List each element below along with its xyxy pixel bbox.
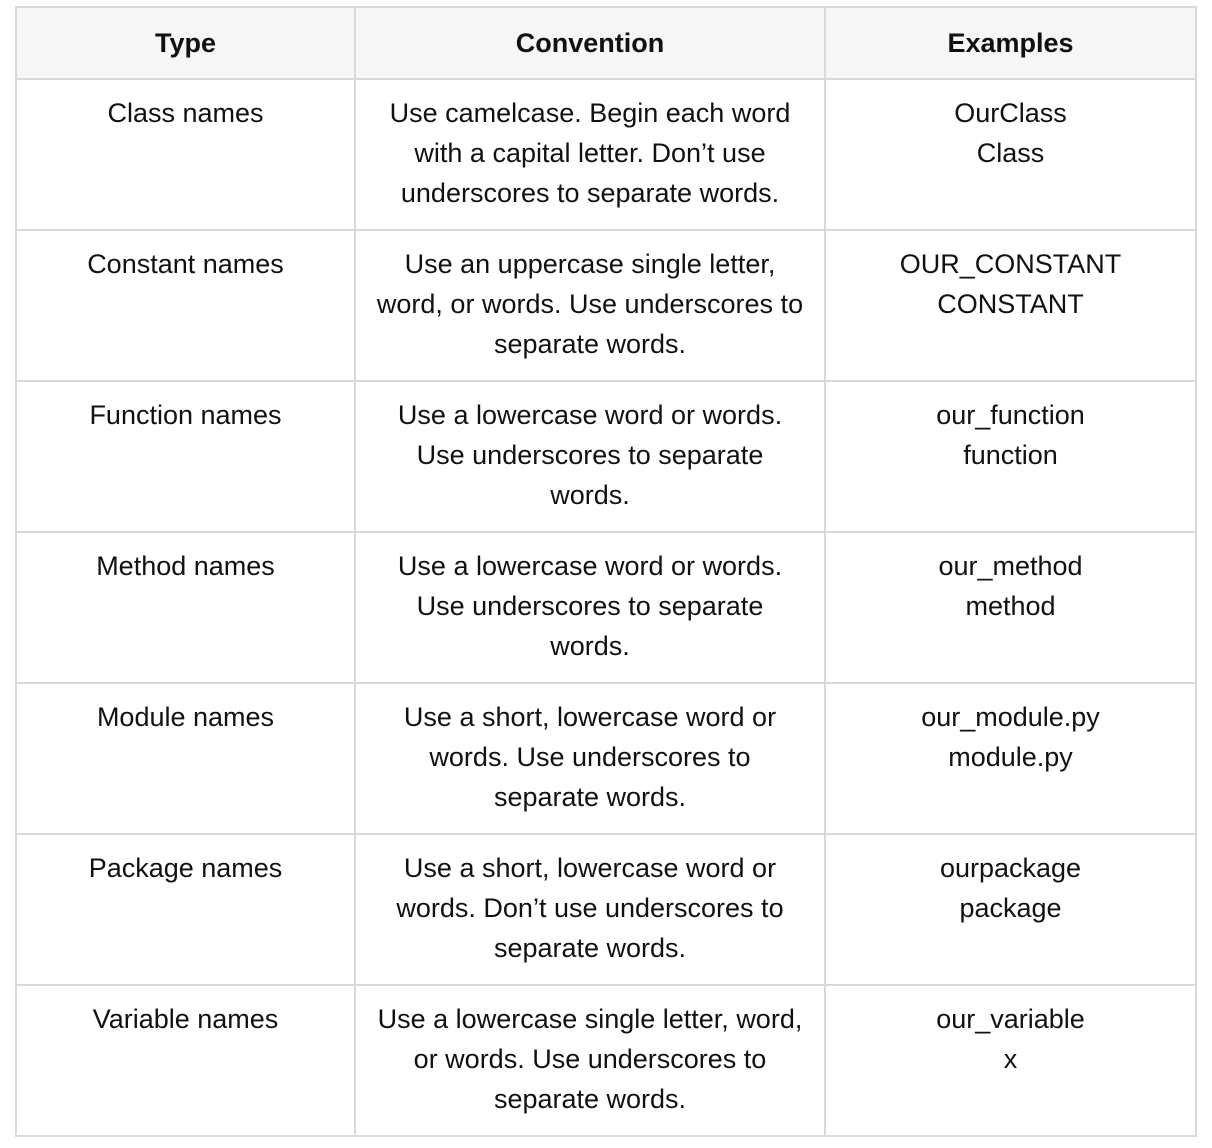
convention-cell: Use a short, lowercase word or words. Use underscores to separate words. — [355, 683, 825, 834]
table-row-constant-names — [16, 230, 1196, 381]
table-row-method-names — [16, 532, 1196, 683]
header-row — [16, 7, 1196, 79]
example-item: Class — [976, 138, 1045, 168]
convention-cell: Use a lowercase word or words. Use underscores to separate words. — [355, 532, 825, 683]
example-item: method — [965, 591, 1056, 621]
naming-conventions-table — [15, 6, 1197, 1137]
example-item: package — [959, 893, 1062, 923]
example-item: module.py — [948, 742, 1073, 772]
example-item: our_variable — [936, 1004, 1085, 1034]
type-cell: Function names — [16, 381, 355, 532]
table-row-class-names — [16, 79, 1196, 230]
examples-cell — [825, 79, 1196, 230]
example-item: our_function — [936, 400, 1085, 430]
examples-cell — [825, 230, 1196, 381]
table-row-variable-names — [16, 985, 1196, 1136]
convention-cell: Use a lowercase word or words. Use underscores to separate words. — [355, 381, 825, 532]
examples-cell — [825, 532, 1196, 683]
header-examples: Examples — [825, 7, 1196, 79]
type-cell: Variable names — [16, 985, 355, 1136]
example-item: our_method — [938, 551, 1083, 581]
type-cell: Class names — [16, 79, 355, 230]
table-row-package-names — [16, 834, 1196, 985]
type-cell: Method names — [16, 532, 355, 683]
example-item: OUR_CONSTANT — [899, 249, 1122, 279]
convention-cell: Use a short, lowercase word or words. Don’t use underscores to separate words. — [355, 834, 825, 985]
example-item: our_module.py — [921, 702, 1100, 732]
type-cell: Constant names — [16, 230, 355, 381]
examples-cell — [825, 381, 1196, 532]
table-row-module-names — [16, 683, 1196, 834]
convention-cell: Use a lowercase single letter, word, or words. Use underscores to separate words. — [355, 985, 825, 1136]
type-cell: Module names — [16, 683, 355, 834]
example-item: OurClass — [954, 98, 1067, 128]
type-cell: Package names — [16, 834, 355, 985]
example-item: x — [1003, 1044, 1018, 1074]
naming-conventions-table-container — [15, 6, 1197, 1137]
convention-cell: Use an uppercase single letter, word, or words. Use underscores to separate words. — [355, 230, 825, 381]
examples-cell — [825, 834, 1196, 985]
header-type: Type — [16, 7, 355, 79]
convention-cell: Use camelcase. Begin each word with a capital letter. Don’t use underscores to separate words. — [355, 79, 825, 230]
example-item: ourpackage — [939, 853, 1082, 883]
table-row-function-names — [16, 381, 1196, 532]
example-item: CONSTANT — [937, 289, 1084, 319]
examples-cell — [825, 985, 1196, 1136]
header-convention: Convention — [355, 7, 825, 79]
examples-cell — [825, 683, 1196, 834]
example-item: function — [963, 440, 1058, 470]
